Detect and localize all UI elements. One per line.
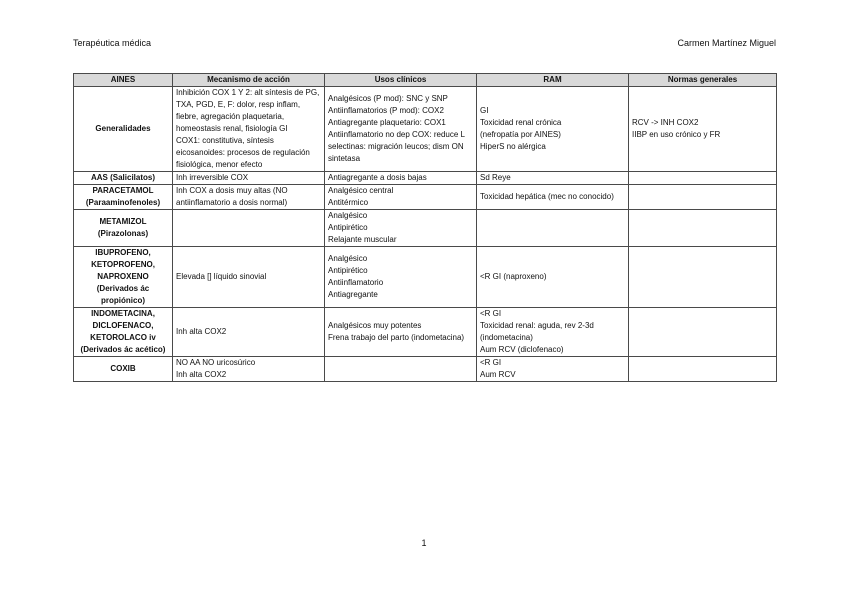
cell-line: Analgésico <box>328 211 368 220</box>
cell-mecanismo <box>173 357 325 382</box>
cell-line: Inh COX a dosis muy altas (NO antiinflamatorio a dosis normal) <box>176 186 288 207</box>
cell-line: Analgésico central <box>328 186 394 195</box>
drug-group-name: PARACETAMOL (Paraaminofenoles) <box>85 186 161 207</box>
drug-group-name: INDOMETACINA, DICLOFENACO, KETOROLACO iv (Derivados ác acético) <box>80 309 166 354</box>
cell-line: COX1: constitutiva, síntesis eicosanoides: procesos de regulación fisiológica, menor efecto <box>176 136 310 169</box>
cell-line: Antiagregante <box>328 290 378 299</box>
cell-aines <box>74 172 173 185</box>
cell-ram <box>477 87 629 172</box>
cell-line: Antiinflamatorio no dep COX: reduce L selectinas: migración leucos; dism ON sintetasa <box>328 130 465 163</box>
table-row <box>74 172 777 185</box>
cell-line: Inh alta COX2 <box>176 370 227 379</box>
cell-mecanismo <box>173 210 325 247</box>
table-body <box>74 87 777 382</box>
table-row <box>74 308 777 357</box>
cell-normas <box>629 210 777 247</box>
cell-ram <box>477 357 629 382</box>
cell-line: Inh irreversible COX <box>176 173 249 182</box>
cell-usos <box>325 247 477 308</box>
cell-normas <box>629 357 777 382</box>
column-header-normas: Normas generales <box>629 74 777 87</box>
document-title: Terapéutica médica <box>73 38 152 48</box>
cell-normas <box>629 308 777 357</box>
column-header-usos: Usos clínicos <box>325 74 477 87</box>
cell-usos <box>325 357 477 382</box>
cell-line: Toxicidad renal: aguda, rev 2-3d (indometacina) <box>480 321 594 342</box>
cell-line: <R GI (naproxeno) <box>480 272 547 281</box>
cell-ram <box>477 172 629 185</box>
cell-line: <R GI <box>480 358 502 367</box>
cell-line: Antiinflamatorio <box>328 278 384 287</box>
drug-group-name: Generalidades <box>95 124 151 133</box>
cell-line: NO AA NO uricosúrico <box>176 358 256 367</box>
aines-table <box>73 73 777 382</box>
column-header-aines: AINES <box>74 74 173 87</box>
cell-ram <box>477 247 629 308</box>
cell-line: Relajante muscular <box>328 235 397 244</box>
cell-line: Antipirético <box>328 266 368 275</box>
drug-group-name: METAMIZOL (Pirazolonas) <box>97 217 149 238</box>
cell-line: Aum RCV (diclofenaco) <box>480 345 564 354</box>
cell-line: Toxicidad renal crónica <box>480 118 562 127</box>
cell-line: Analgésico <box>328 254 368 263</box>
cell-line: IIBP en uso crónico y FR <box>632 130 721 139</box>
cell-aines <box>74 185 173 210</box>
cell-line: Inhibición COX 1 Y 2: alt síntesis de PG, TXA, PGD, E, F: dolor, resp inflam, fiebre, agregación plaquetaria, homeostasis renal, fisiología GI <box>176 88 320 133</box>
cell-line: Inh alta COX2 <box>176 327 227 336</box>
cell-usos <box>325 185 477 210</box>
cell-usos <box>325 87 477 172</box>
cell-mecanismo <box>173 87 325 172</box>
drug-group-name: IBUPROFENO, KETOPROFENO, NAPROXENO (Derivados ác propiónico) <box>91 248 155 305</box>
cell-line: Toxicidad hepática (mec no conocido) <box>480 192 614 201</box>
cell-usos <box>325 308 477 357</box>
cell-ram <box>477 210 629 247</box>
cell-ram <box>477 308 629 357</box>
cell-line: Elevada [] líquido sinovial <box>176 272 267 281</box>
table-row <box>74 247 777 308</box>
table-header-row <box>74 74 777 87</box>
cell-mecanismo <box>173 308 325 357</box>
cell-line: <R GI <box>480 309 502 318</box>
cell-usos <box>325 210 477 247</box>
cell-aines <box>74 247 173 308</box>
cell-normas <box>629 87 777 172</box>
column-header-mecanismo: Mecanismo de acción <box>173 74 325 87</box>
cell-normas <box>629 247 777 308</box>
cell-line: Antiagregante a dosis bajas <box>328 173 427 182</box>
cell-line: Analgésicos (P mod): SNC y SNP <box>328 94 448 103</box>
cell-line: Analgésicos muy potentes <box>328 321 422 330</box>
table-row <box>74 87 777 172</box>
cell-line: Antiinflamatorios (P mod): COX2 <box>328 106 444 115</box>
cell-mecanismo <box>173 172 325 185</box>
document-author: Carmen Martínez Miguel <box>677 38 776 48</box>
cell-ram <box>477 185 629 210</box>
cell-line: Sd Reye <box>480 173 511 182</box>
cell-mecanismo <box>173 247 325 308</box>
cell-normas <box>629 185 777 210</box>
cell-line: GI <box>480 106 489 115</box>
table-row <box>74 357 777 382</box>
cell-line: HiperS no alérgica <box>480 142 546 151</box>
cell-aines <box>74 87 173 172</box>
cell-aines <box>74 357 173 382</box>
cell-line: (nefropatía por AINES) <box>480 130 561 139</box>
cell-aines <box>74 210 173 247</box>
cell-line: Antiagregante plaquetario: COX1 <box>328 118 446 127</box>
cell-line: Aum RCV <box>480 370 516 379</box>
cell-line: RCV -> INH COX2 <box>632 118 699 127</box>
page-number: 1 <box>421 538 427 548</box>
cell-line: Antitérmico <box>328 198 369 207</box>
drug-group-name: AAS (Salicilatos) <box>90 173 155 182</box>
drug-group-name: COXIB <box>110 364 136 373</box>
cell-mecanismo <box>173 185 325 210</box>
cell-aines <box>74 308 173 357</box>
cell-normas <box>629 172 777 185</box>
column-header-ram: RAM <box>477 74 629 87</box>
table-header <box>74 74 777 87</box>
cell-usos <box>325 172 477 185</box>
table-row <box>74 210 777 247</box>
table-row <box>74 185 777 210</box>
cell-line: Frena trabajo del parto (indometacina) <box>328 333 465 342</box>
cell-line: Antipirético <box>328 223 368 232</box>
